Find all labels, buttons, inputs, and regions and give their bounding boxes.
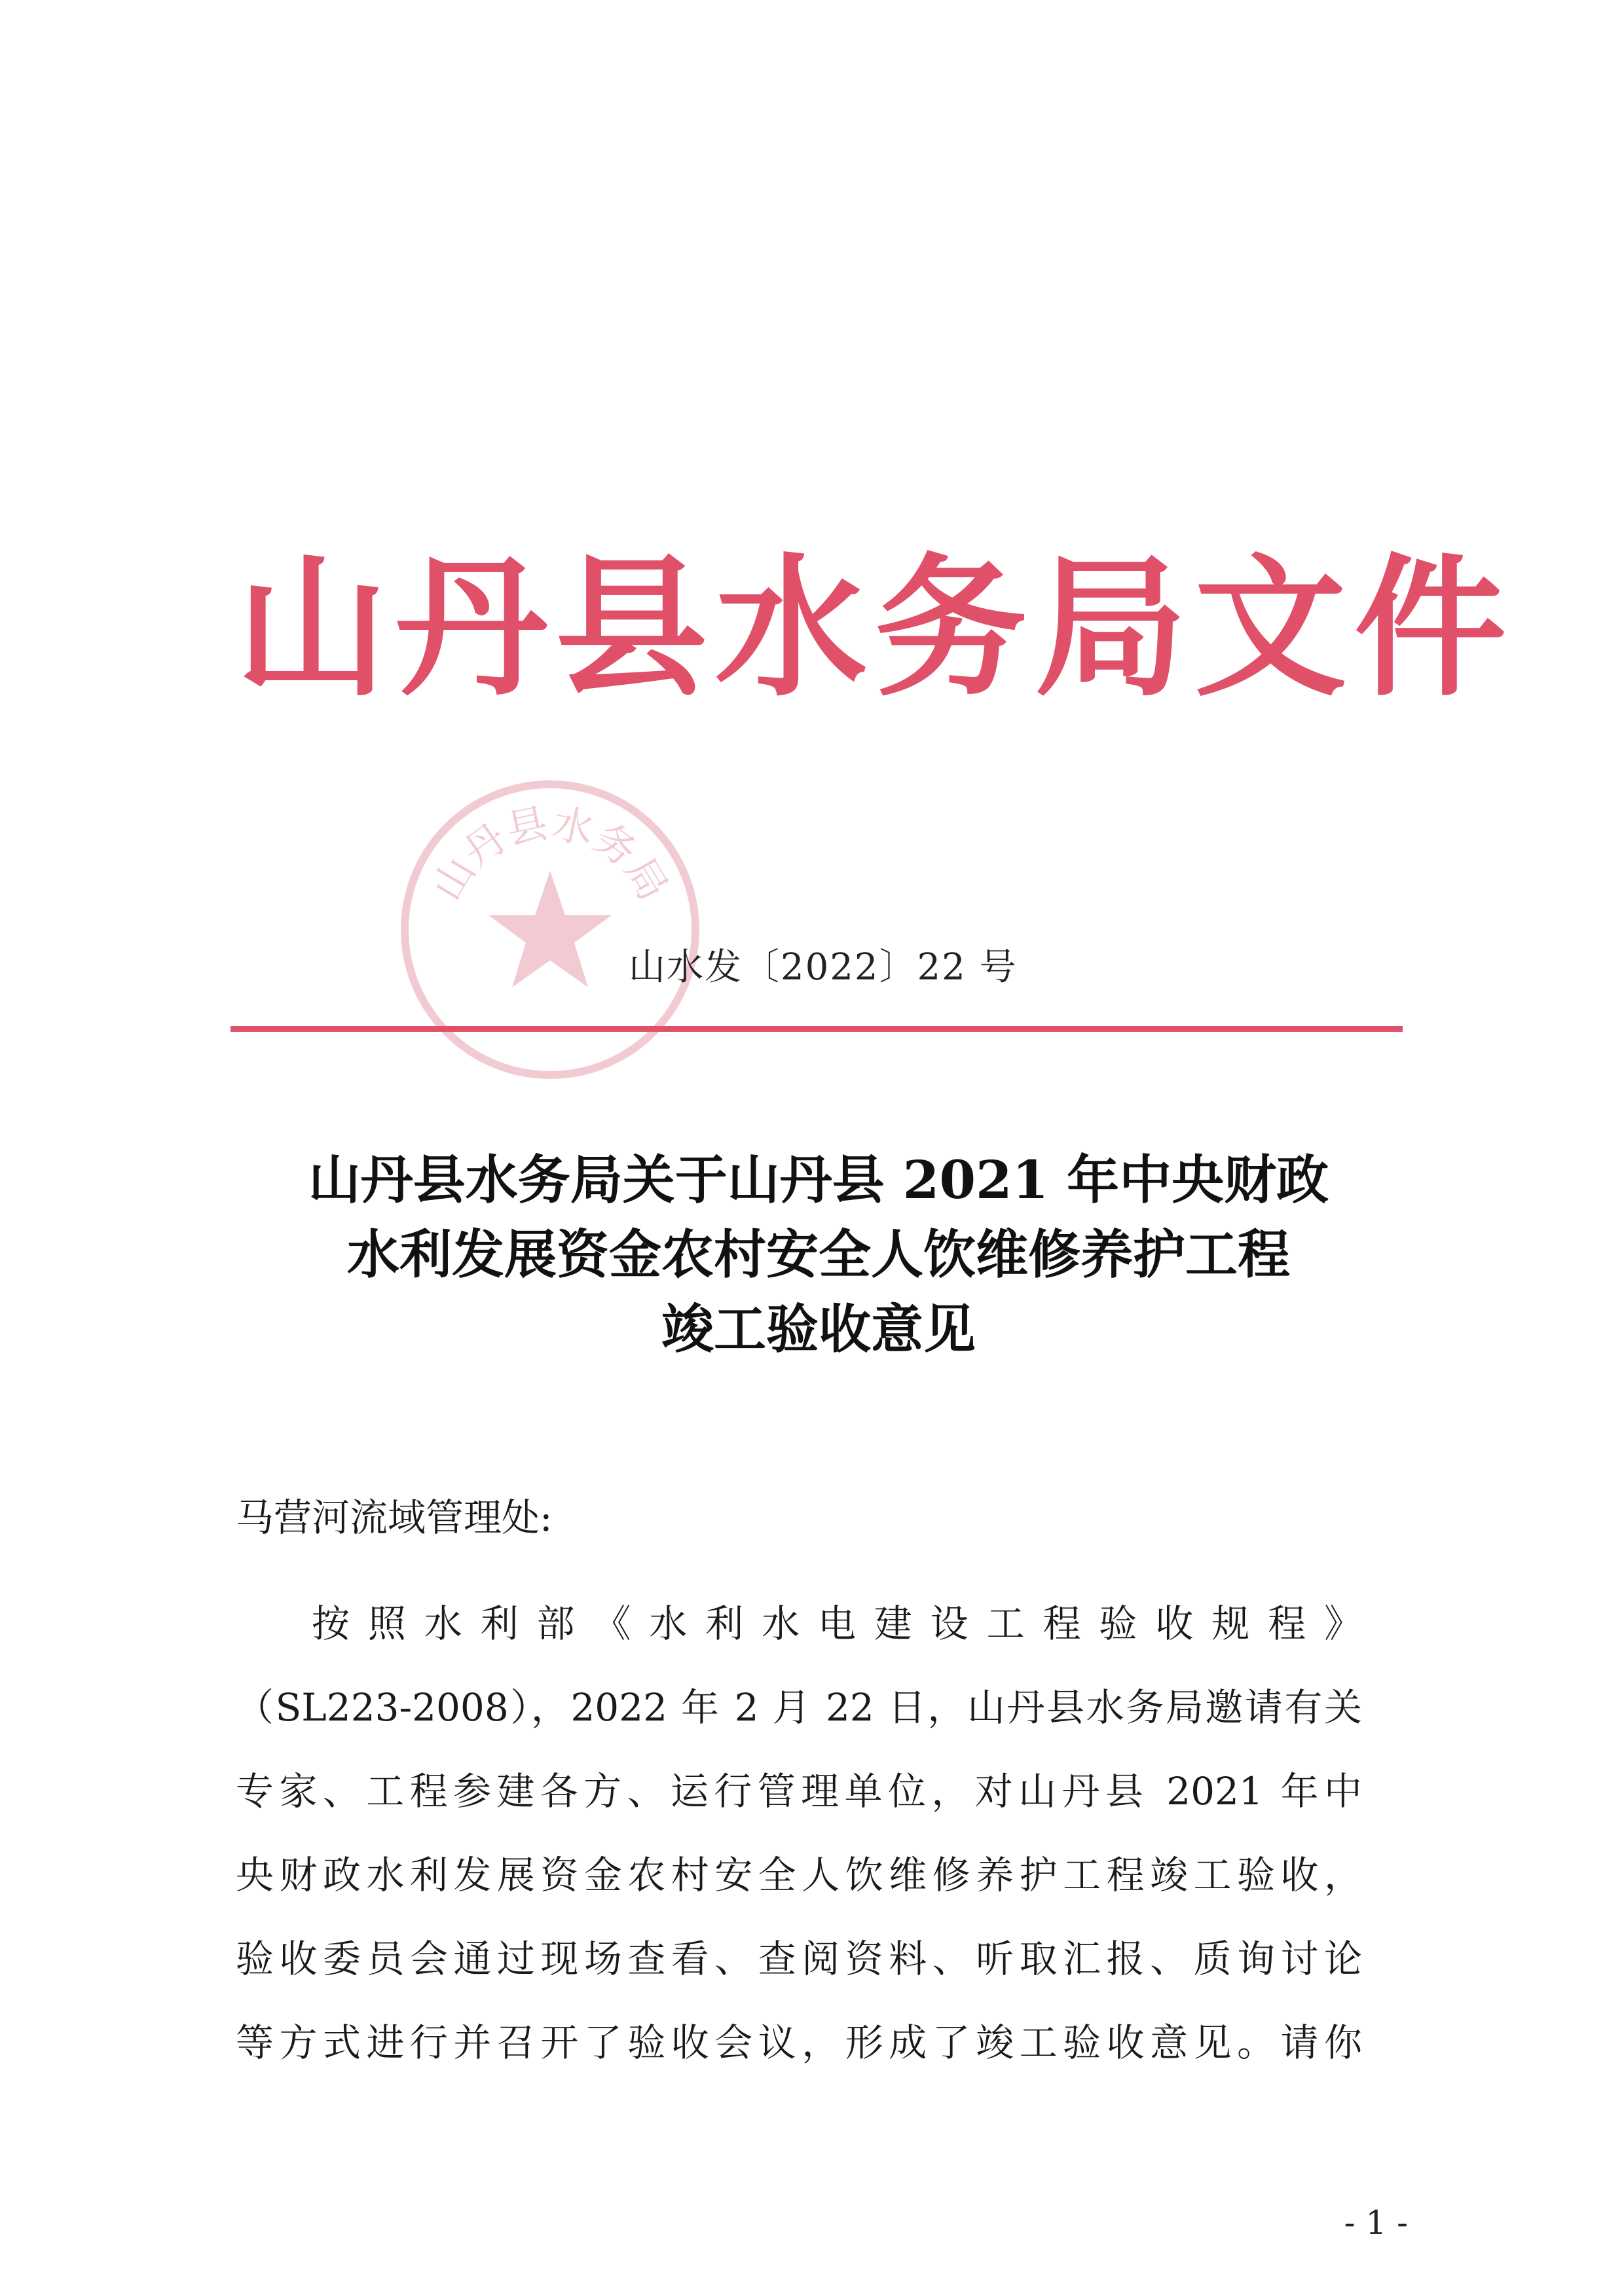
- document-number: 山水发〔2022〕22 号: [629, 946, 1018, 989]
- title-line-2: 水利发展资金农村安全人饮维修养护工程: [347, 1224, 1290, 1285]
- addressee: 马营河流域管理处:: [236, 1495, 553, 1540]
- body-line-4: 央财政水利发展资金农村安全人饮维修养护工程竣工验收，: [236, 1853, 1362, 1897]
- red-divider: [231, 1026, 1403, 1032]
- official-seal: [393, 773, 707, 1087]
- masthead-title: 山丹县水务局文件: [236, 540, 1515, 717]
- body-line-6: 等方式进行并召开了验收会议，形成了竣工验收意见。请你: [236, 2020, 1362, 2065]
- seal-lettering: 山丹县水务局: [422, 799, 678, 909]
- body-line-1: 按照水利部《水利水电建设工程验收规程》: [312, 1601, 1362, 1646]
- document-title: [210, 1142, 1428, 1366]
- title-line-1: 山丹县水务局关于山丹县 2021 年中央财政: [308, 1149, 1329, 1211]
- body-line-5: 验收委员会通过现场查看、查阅资料、听取汇报、质询讨论: [236, 1937, 1362, 1981]
- title-line-3: 竣工验收意见: [661, 1298, 976, 1360]
- body-line-3: 专家、工程参建各方、运行管理单位，对山丹县 2021 年中: [236, 1769, 1362, 1813]
- body-line-2: （SL223-2008），2022 年 2 月 22 日，山丹县水务局邀请有关: [236, 1685, 1362, 1730]
- page-number: - 1 -: [1344, 2204, 1408, 2242]
